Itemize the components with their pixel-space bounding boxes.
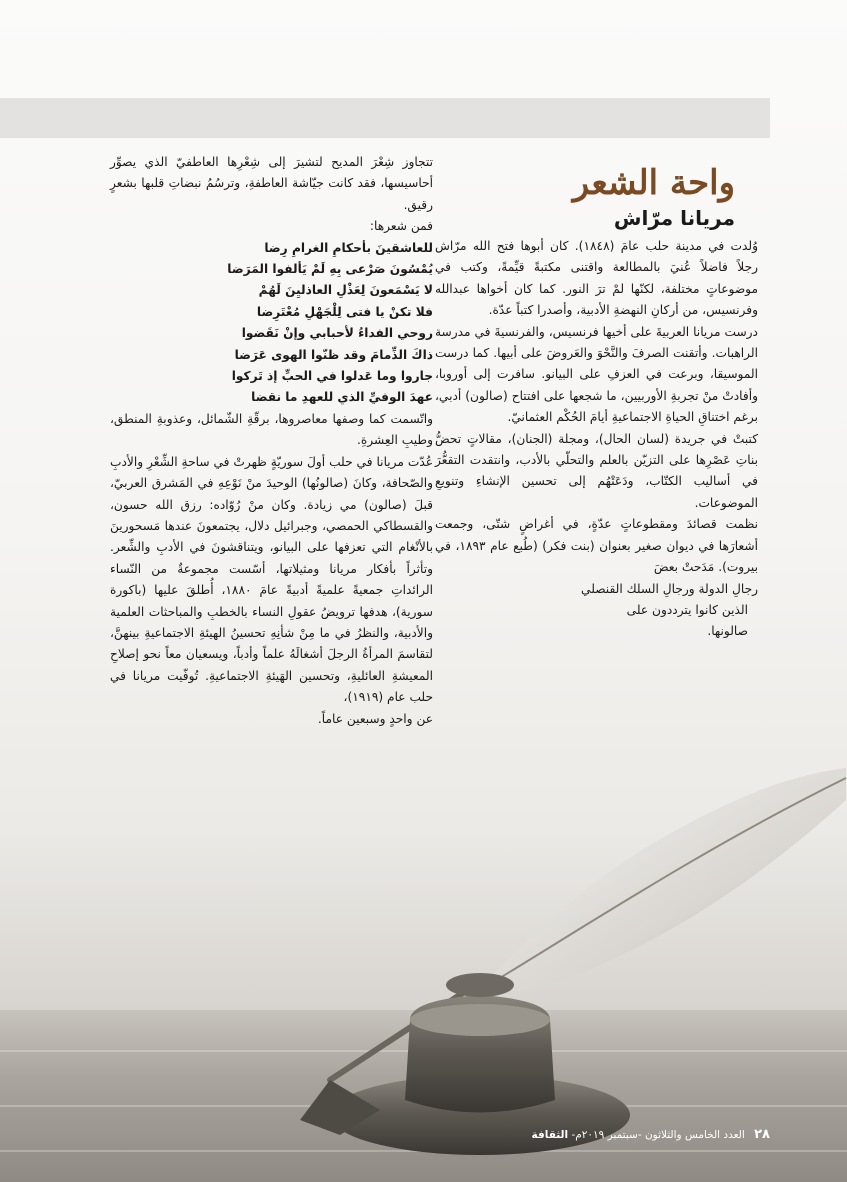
verse-line: فلا تكنْ يا فتى لِلْجَهْلِ مُعْتَرِضا <box>256 304 433 319</box>
paragraph-tail-line: الذين كانوا يترددون على <box>626 602 748 617</box>
verse-intro: فمن شعرها: <box>369 219 433 234</box>
verse-line: جاروا وما عَدلوا في الحبِّ إذ تَركوا <box>231 369 433 384</box>
verse-line: ذاكَ الذِّمامَ وقد ظنّوا الهوى عَرَضا <box>234 347 433 362</box>
paragraph-salon: عُدّت مريانا في حلب أولَ سوريّةٍ ظهرتْ في ساحةِ الشِّعْرِ والأدبِ والصّحافة، وكانَ (صالونُها) الوحيدَ منْ نَوْعِهِ في المَشرق العربيّ، قبلَ (صالون) مي زيادة. وكان منْ رُوّاده: رزق الله حسون، والقسطاكي الحمصي، وجبرائيل دلال، يجتمعونَ عندها مَسحورينَ بالأنْغام التي تعزفها على البيانو، ويتناقشونَ في الأدبِ والشِّعر. وتأثراً بأفكار مريانا ومثيلاتها، أسّست مجموعةٌ من النّساء الرائداتِ جمعيةً علميةً أدبيةً عامَ ١٨٨٠، أُطلقَ عليها (باكورة سورية)، هدفها ترويضُ عقولِ النساء بالخطبِ والمباحثات العلمية والأدبية، والنظرُ في ما مِنْ شأنِهِ تحسينُ الهيئةِ الاجتماعيةِ بينهنَّ، لتقاسمَ المرأةُ الرجلَ أشغالَهُ علماً وأدباً، ويسعيان معاً نحو إصلاحِ المعيشةِ العائليةِ، وتحسين الهَيئةِ الاجتماعيةِ. تُوفّيت مريانا في حلب عام (١٩١٩)، <box>110 454 433 705</box>
verse-line: يُمْسُونَ صَرْعى بِهِ لَمْ يَألفوا المَرَضا <box>227 262 433 277</box>
paragraph-birth: وُلدت في مدينة حلب عامَ (١٨٤٨). كان أبوها فتح الله مرّاش رجلاً فاضلاً عُنيَ بالمطالعة واقتنى مكتبةً قيِّمةً، وكتب في موضوعاتٍ مختلفة، لكنّها لمْ ترَ النور. كما كان أخواها عبدالله وفرنسيس، من أركانِ النهضةِ الأدبية، وأصدرا كتباً عدّة. <box>435 239 758 318</box>
page-number: ٢٨ <box>754 1127 770 1142</box>
verse-line: للعاشقينَ بأحكامِ الغرامِ رِضا <box>264 240 433 255</box>
right-text-column <box>435 236 758 643</box>
page-footer <box>485 1127 770 1142</box>
issue-text: العدد الخامس والثلاثون -سبتمبر ٢٠١٩م- <box>571 1129 745 1141</box>
verse-line: لا يَسْمَعونَ لِعَذْلِ العاذليِنَ لَهُمْ <box>258 283 433 298</box>
paragraph-tail-line: صالونها. <box>707 624 748 639</box>
paragraph-poetry: نظمت قصائدَ ومقطوعاتٍ عدّةٍ، في أغراضٍ شتّى، وجمعت أشعارَها في ديوان صغير بعنوان (بنت فكر) (طُبع عام ١٨٩٣، في بيروت). مَدَحتْ بعضَ <box>435 517 758 575</box>
verse-line: روحي الفداءُ لأحبابي وإنْ نَقَضوا <box>241 326 433 341</box>
paragraph-education: درست مريانا العربيةَ على أخيها فرنسيس، والفرنسيةَ في مدرسة الراهبات. وأتقنت الصرفَ والنَّحْوَ والعَروضَ على أبيها. كما درست الموسيقا، وبرعت في العزفِ على البيانو. سافرت إلى أوروبا، وأفادتْ منْ تجربةِ الأوربيين، ما شجعها على افتتاح (صالون) أدبي، برغم اختناقِ الحياةِ الاجتماعيةِ أيامَ الحُكْم العثمانيّ. <box>435 324 758 425</box>
paragraph-writing: كتبتْ في جريدة (لسان الحال)، ومجلة (الجنان)، مقالاتٍ تحضُّ بناتِ عَصْرِها على التزيّن بالعلم والتحلّي بالأدب، وانتقدت التقعُّرَ في أساليب الكتّاب، ودَعَتْهُم إلى تحسين الإنشاءِ وتنويعِ الموضوعات. <box>435 431 758 510</box>
paragraph-death: عن واحدٍ وسبعين عاماً. <box>317 711 433 726</box>
subject-name-heading: مريانا مرّاش <box>613 206 735 230</box>
paragraph-love-poetry: تتجاوز شِعْرَ المديح لتشيرَ إلى شِعْرِها العاطفيّ الذي يصوِّر أحاسيسها، فقد كانت جيّاشة العاطفةِ، وترسُمُ نبضاتِ قلبها بشعرٍ رقيق. <box>110 155 433 212</box>
verse-line: عهدَ الوفيِّ الذي للعهدِ ما نقضا <box>251 390 433 405</box>
section-title: واحة الشعر <box>572 163 735 203</box>
left-text-column <box>110 152 433 730</box>
paragraph-tail-line: رجالِ الدولة ورجالِ السلك القنصلي <box>581 581 758 596</box>
magazine-logo: الثقافة <box>531 1129 569 1141</box>
paragraph-character: واتّسمت كما وصفها معاصروها، برقّةِ الشّمائل، وعذوبةِ المنطق، وطيبِ العِشرةِ. <box>110 411 433 448</box>
